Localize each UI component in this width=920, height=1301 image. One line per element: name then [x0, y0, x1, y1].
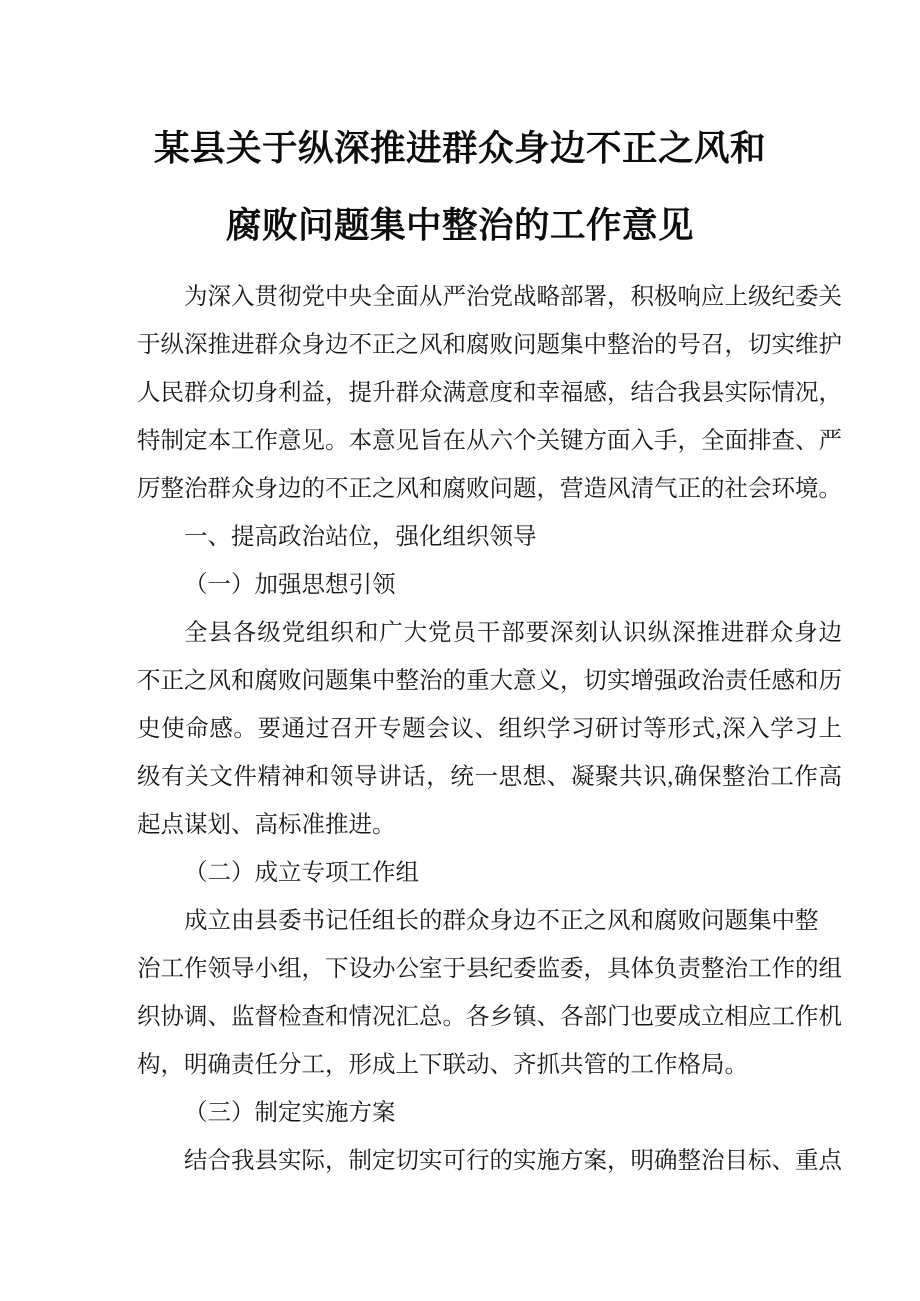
document-title	[0, 0, 920, 264]
body-line: 织协调、监督检查和情况汇总。各乡镇、各部门也要成立相应工作机	[137, 1004, 842, 1030]
title-line-2: 腐败问题集中整治的工作意见	[225, 205, 694, 245]
body-line: 构，明确责任分工，形成上下联动、齐抓共管的工作格局。	[137, 1052, 748, 1078]
body-line: 一、提高政治站位，强化组织领导	[184, 524, 537, 550]
body-line: 起点谋划、高标准推进。	[137, 812, 396, 838]
body-line: 人民群众切身利益，提升群众满意度和幸福感，结合我县实际情况，	[137, 380, 842, 406]
title-line-1: 某县关于纵深推进群众身边不正之风和	[153, 128, 766, 168]
body-line: （三）制定实施方案	[184, 1100, 396, 1126]
body-line: 特制定本工作意见。本意见旨在从六个关键方面入手，全面排查、严	[137, 428, 842, 454]
body-line: 全县各级党组织和广大党员干部要深刻认识纵深推进群众身边	[184, 620, 842, 646]
document-body	[0, 273, 920, 1185]
body-line: 于纵深推进群众身边不正之风和腐败问题集中整治的号召，切实维护	[137, 332, 842, 358]
body-line: （二）成立专项工作组	[184, 860, 419, 886]
body-line: 成立由县委书记任组长的群众身边不正之风和腐败问题集中整	[184, 908, 819, 934]
body-line: 厉整治群众身边的不正之风和腐败问题，营造风清气正的社会环境。	[137, 476, 842, 502]
body-line: 为深入贯彻党中央全面从严治党战略部署，积极响应上级纪委关	[184, 284, 842, 310]
body-line: 史使命感。要通过召开专题会议、组织学习研讨等形式,深入学习上	[137, 716, 842, 742]
body-line: （一）加强思想引领	[184, 572, 396, 598]
body-line: 治工作领导小组，下设办公室于县纪委监委，具体负责整治工作的组	[137, 956, 842, 982]
body-line: 结合我县实际，制定切实可行的实施方案，明确整治目标、重点	[184, 1148, 842, 1174]
body-line: 不正之风和腐败问题集中整治的重大意义，切实增强政治责任感和历	[137, 668, 842, 694]
body-line: 级有关文件精神和领导讲话，统一思想、凝聚共识,确保整治工作高	[137, 764, 842, 790]
